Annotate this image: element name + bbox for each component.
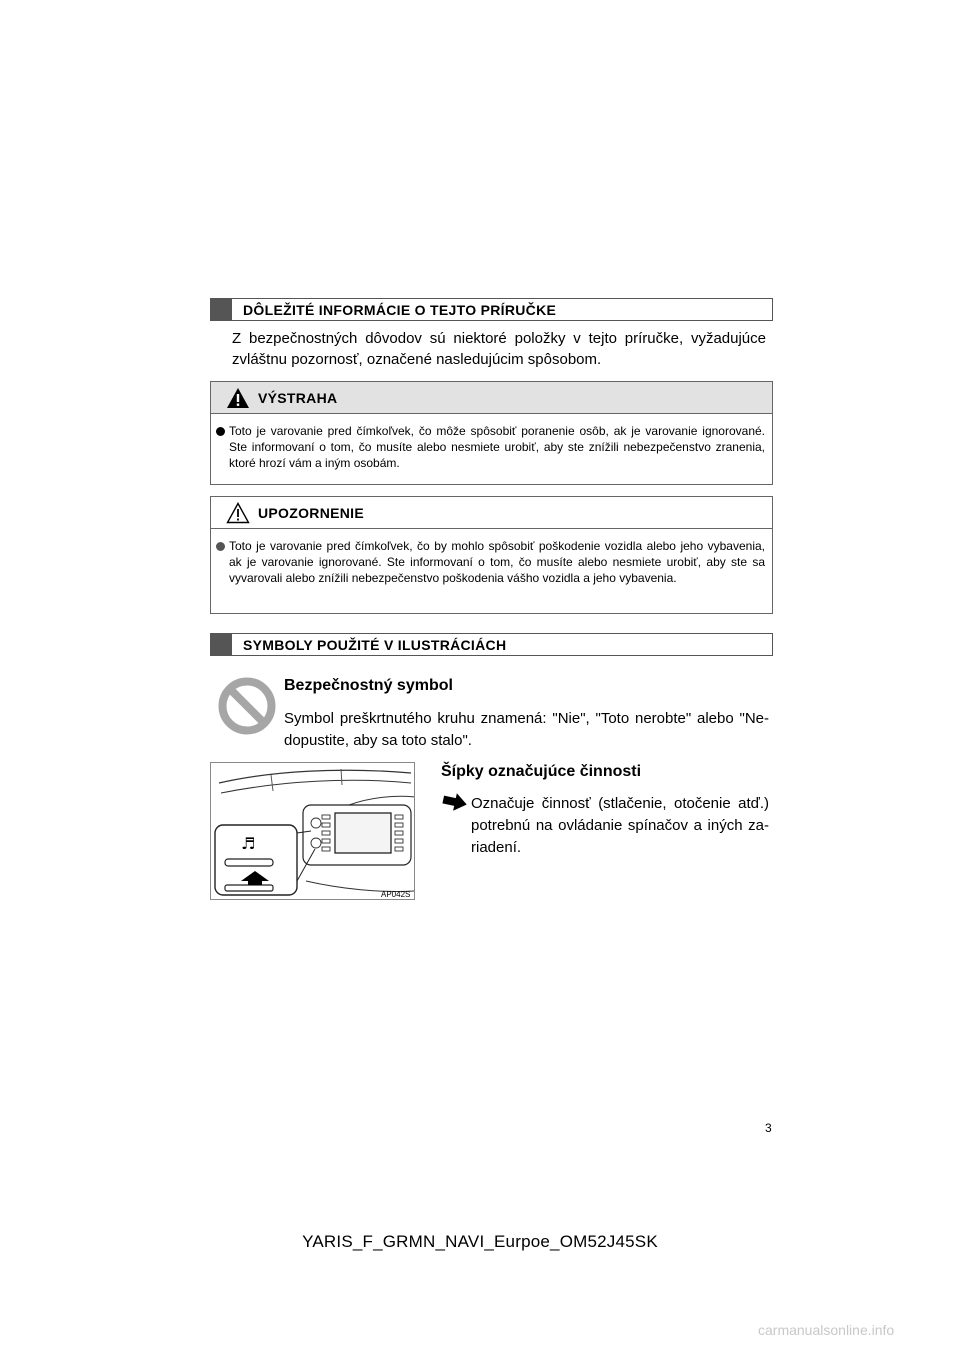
intro-paragraph: Z bezpečnostných dôvodov sú niektoré položky v tejto príručke, vyžadujúce zvláštnu pozornosť, označené nasledujúcim spôsobom. — [232, 330, 766, 368]
arrows-heading: Šípky označujúce činnosti — [441, 763, 642, 780]
safety-symbol-heading: Bezpečnostný symbol — [284, 677, 453, 694]
warning-box — [210, 381, 773, 485]
section-title: SYMBOLY POUŽITÉ V ILUSTRÁCIÁCH — [243, 637, 507, 653]
footer-code: YARIS_F_GRMN_NAVI_Eurpoe_OM52J45SK — [302, 1232, 658, 1251]
section-header-important — [210, 298, 773, 321]
page-number: 3 — [765, 1121, 772, 1135]
illustration-code: AP042S — [381, 890, 411, 899]
safety-symbol-text: Symbol preškrtnutého kruhu znamená: "Nie", "Toto nerobte" alebo "Nedopustite, aby sa toto stalo". — [284, 710, 769, 749]
section-tab — [210, 298, 232, 321]
arrows-text: Označuje činnosť (stlačenie, otočenie atď.) potrebnú na ovládanie spínačov a iných zariadení. — [471, 795, 769, 856]
section-header-symbols — [210, 633, 773, 656]
warning-text: Toto je varovanie pred čímkoľvek, čo môže spôsobiť poranenie osôb, ak je varovanie ignorované. Ste informovaní o tom, čo musíte alebo nesmiete urobiť, aby ste znížili nebezpečenstvo zranenia, ktoré hrozí vám a iným osobám. — [229, 424, 765, 470]
caution-label: UPOZORNENIE — [258, 505, 364, 521]
caution-body — [211, 529, 772, 586]
caution-header — [211, 497, 772, 529]
dashboard-drawing — [211, 763, 415, 900]
bullet — [216, 427, 225, 436]
dashboard-illustration — [210, 762, 415, 900]
prohibition-icon — [217, 676, 277, 736]
caution-box — [210, 496, 773, 614]
warning-header — [211, 382, 772, 414]
svg-text:♬: ♬ — [241, 834, 256, 853]
watermark: carmanualsonline.info — [758, 1322, 895, 1338]
warning-body — [211, 414, 772, 471]
bullet — [216, 542, 225, 551]
section-tab — [210, 633, 232, 656]
caution-triangle-icon — [226, 502, 250, 524]
action-arrow-icon — [442, 793, 468, 811]
warning-label: VÝSTRAHA — [258, 390, 338, 406]
section-title: DÔLEŽITÉ INFORMÁCIE O TEJTO PRÍRUČKE — [243, 302, 557, 318]
warning-triangle-icon — [226, 387, 250, 409]
caution-text: Toto je varovanie pred čímkoľvek, čo by mohlo spôsobiť poškodenie vozidla alebo jeho vybavenia, ak je varovanie ignorované. Ste informovaní o tom, čo musíte alebo nesmiete urobiť, aby ste sa vyvarovali alebo znížili nebezpečenstvo poškodenia vášho vozidla a jeho vybavenia. — [229, 539, 765, 585]
